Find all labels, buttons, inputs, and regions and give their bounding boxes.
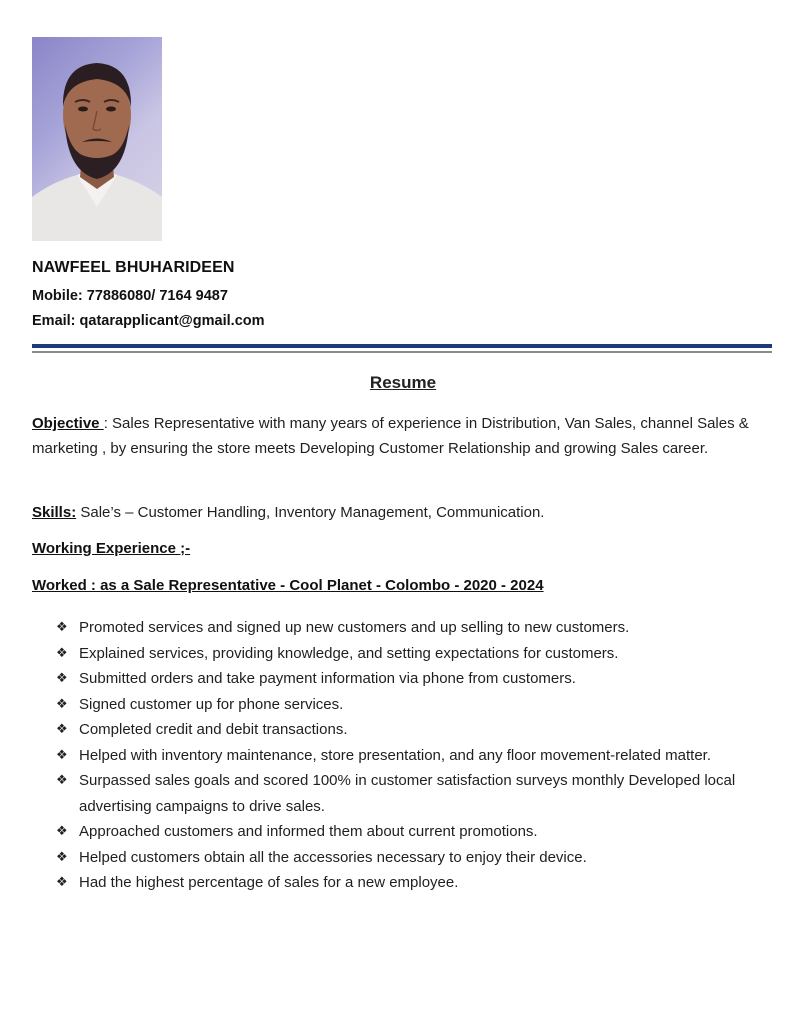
- diamond-bullet-icon: ❖: [56, 875, 68, 890]
- profile-photo: [32, 37, 162, 241]
- position-heading: Worked : as a Sale Representative - Cool Planet - Colombo - 2020 - 2024: [32, 577, 544, 594]
- list-item-text: Completed credit and debit transactions.: [79, 721, 348, 738]
- document-title: Resume: [369, 373, 437, 392]
- list-item-text: Had the highest percentage of sales for a new employee.: [79, 874, 459, 891]
- diamond-bullet-icon: ❖: [56, 671, 68, 686]
- skills-text: Sale’s – Customer Handling, Inventory Management, Communication.: [76, 504, 545, 521]
- objective-text: : Sales Representative with many years of experience in Distribution, Van Sales, channel Sales & marketing , by ensuring the store meets Developing Customer Relationship and growing Sales career.: [32, 415, 749, 457]
- working-experience-heading: Working Experience ;-: [32, 540, 191, 557]
- divider-secondary: [32, 351, 772, 353]
- list-item: [56, 768, 771, 819]
- email-address: Email: qatarapplicant@gmail.com: [32, 313, 265, 329]
- diamond-bullet-icon: ❖: [56, 645, 68, 661]
- divider-primary: [32, 344, 772, 348]
- list-item-text: Promoted services and signed up new customers and up selling to new customers.: [79, 619, 630, 636]
- list-item: [56, 870, 771, 896]
- list-item: [56, 743, 771, 769]
- list-item: [56, 641, 771, 667]
- objective-section: [32, 411, 772, 461]
- skills-label: Skills:: [32, 504, 77, 521]
- diamond-bullet-icon: ❖: [56, 849, 68, 865]
- diamond-bullet-icon: ❖: [56, 824, 68, 839]
- list-item: [56, 666, 771, 692]
- portrait-icon: [32, 37, 162, 241]
- diamond-bullet-icon: ❖: [56, 620, 68, 635]
- list-item-text: Signed customer up for phone services.: [79, 695, 344, 713]
- diamond-bullet-icon: ❖: [56, 722, 68, 737]
- list-item: [56, 692, 771, 718]
- diamond-bullet-icon: ❖: [56, 773, 68, 788]
- list-item-text: Explained services, providing knowledge, and setting expectations for customers.: [79, 644, 619, 662]
- list-item-text: Helped with inventory maintenance, store presentation, and any floor movement-related matter.: [79, 746, 712, 764]
- responsibilities-list: [56, 615, 771, 896]
- list-item: [56, 845, 771, 871]
- list-item: [56, 819, 771, 845]
- list-item-text: Surpassed sales goals and scored 100% in customer satisfaction surveys monthly Developed local advertising campaigns to drive sales.: [79, 772, 736, 815]
- diamond-bullet-icon: ❖: [56, 747, 68, 763]
- diamond-bullet-icon: ❖: [56, 696, 68, 712]
- list-item-text: Helped customers obtain all the accessories necessary to enjoy their device.: [79, 848, 587, 866]
- objective-label: Objective: [32, 415, 104, 432]
- skills-section: [32, 500, 772, 525]
- list-item-text: Submitted orders and take payment information via phone from customers.: [79, 670, 576, 687]
- mobile-number: Mobile: 77886080/ 7164 9487: [32, 288, 228, 304]
- list-item-text: Approached customers and informed them about current promotions.: [79, 823, 538, 840]
- list-item: [56, 717, 771, 743]
- list-item: [56, 615, 771, 641]
- applicant-name: NAWFEEL BHUHARIDEEN: [32, 259, 235, 276]
